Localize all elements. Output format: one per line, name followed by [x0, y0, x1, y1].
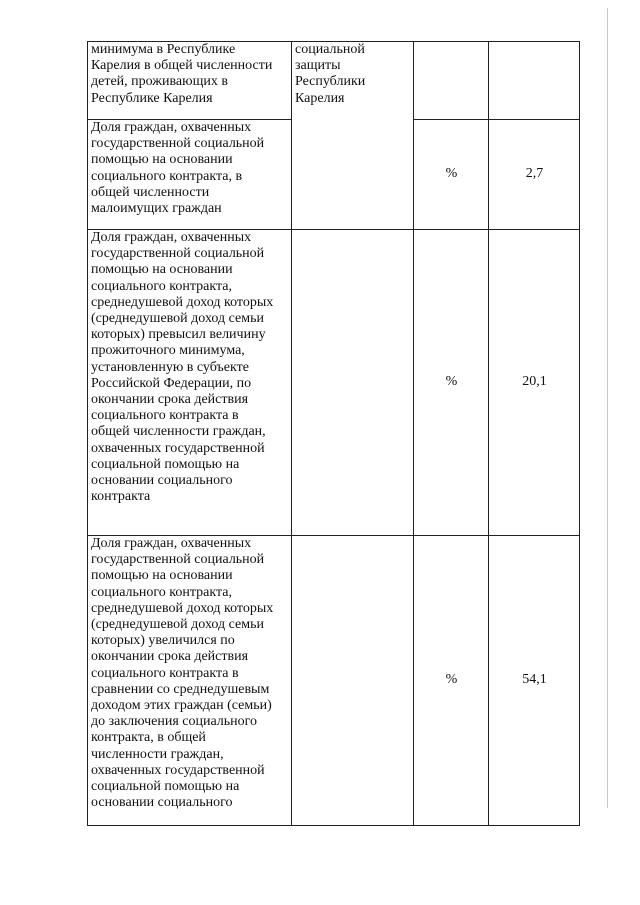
- unit-value: %: [445, 672, 458, 688]
- table-row: [88, 42, 580, 120]
- value-cell: [489, 42, 580, 120]
- executor-cell: [292, 230, 414, 536]
- indicator-value: 2,7: [525, 166, 544, 182]
- indicator-name: Доля граждан, охваченных государственной социальной помощью на основании социального контракта, среднедушевой доход которых (среднедушевой доход семьи которых) превысил величину прожиточного минимума, установленную в субъекте Российской Федерации, по окончании срока действия социального контракта в общей численности граждан, охваченных государственной социальной помощью на основании социального контракта: [91, 230, 274, 505]
- indicator-name-cell: [88, 230, 292, 536]
- value-cell: [489, 536, 580, 826]
- indicator-name-cell: [88, 536, 292, 826]
- indicator-value: 54,1: [522, 672, 547, 688]
- indicators-table: [87, 41, 580, 826]
- indicator-name-cell: [88, 42, 292, 120]
- executor-name: социальной защиты Республики Карелия: [295, 42, 366, 106]
- value-cell: [489, 230, 580, 536]
- unit-value: %: [445, 166, 458, 182]
- table-row: [88, 536, 580, 826]
- indicator-name: Доля граждан, охваченных государственной социальной помощью на основании социального контракта, среднедушевой доход которых (среднедушевой доход семьи которых) увеличился по окончании срока действия социального контракта в сравнении со среднедушевым доходом этих граждан (семьи) до заключения социального контракта, в общей численности граждан, охваченных государственной социальной помощью на основании социального: [91, 536, 274, 811]
- unit-cell: [414, 120, 489, 230]
- executor-cell: [292, 536, 414, 826]
- unit-cell: [414, 42, 489, 120]
- page-edge-line: [607, 8, 608, 808]
- indicator-value: 20,1: [522, 374, 547, 390]
- unit-cell: [414, 230, 489, 536]
- indicator-name: Доля граждан, охваченных государственной социальной помощью на основании социального контракта, в общей численности малоимущих граждан: [91, 120, 265, 217]
- indicator-name: минимума в Республике Карелия в общей численности детей, проживающих в Республике Карелия: [91, 42, 273, 106]
- executor-cell: [292, 42, 414, 230]
- unit-cell: [414, 536, 489, 826]
- indicator-name-cell: [88, 120, 292, 230]
- value-cell: [489, 120, 580, 230]
- unit-value: %: [445, 374, 458, 390]
- table-row: [88, 230, 580, 536]
